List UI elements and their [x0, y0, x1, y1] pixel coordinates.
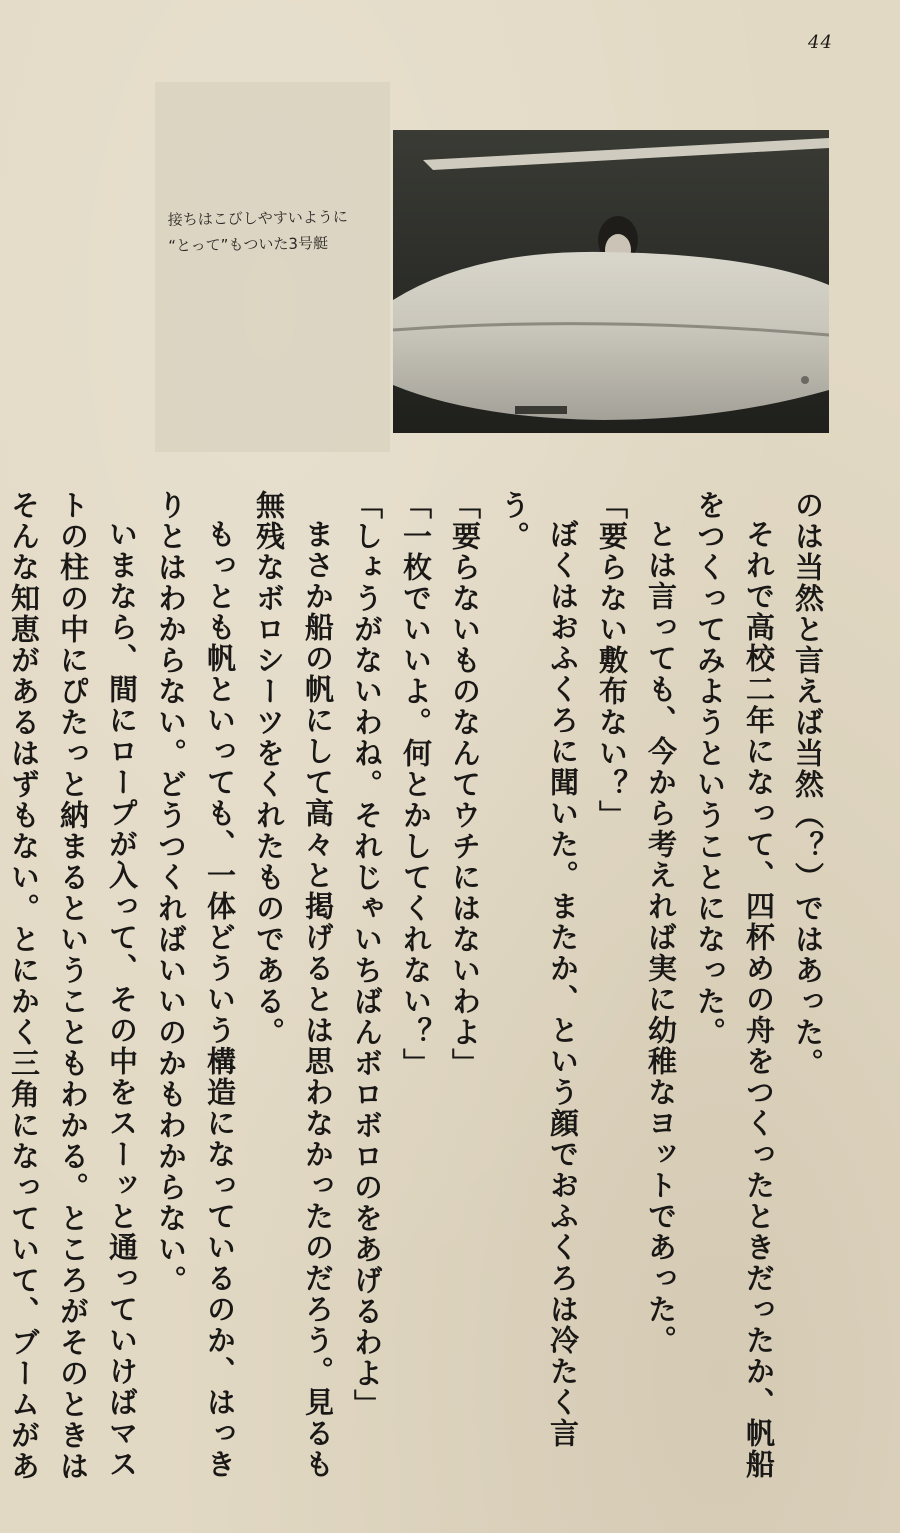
photo-caption: [168, 203, 391, 259]
dialogue-line: 「一枚でいいよ。何とかしてくれない？」: [399, 490, 433, 1079]
paragraph: ぼくはおふくろに聞いた。またか、という顔でおふくろは冷たく言う。: [497, 490, 580, 1449]
page-number: 44: [808, 32, 833, 53]
body-text-vertical: [7, 490, 832, 1510]
dialogue-line: 「しょうがないわね。それじゃいちばんボロボロのをあげるわよ」: [350, 490, 384, 1420]
running-head-faint: [440, 26, 770, 44]
paragraph: それで高校二年になって、四杯めの舟をつくったときだったか、帆船をつくってみようということになった。: [693, 490, 776, 1480]
paragraph: とは言っても、今から考えれば実に幼稚なヨットであった。: [644, 519, 678, 1356]
boat-photo-image: [393, 130, 829, 433]
faint-bleed-through: [155, 82, 390, 452]
paragraph: いまなら、間にロープが入って、その中をスーッと通っていけばマストの柱の中にぴたっと納まるということもわかる。ところがそのときはそんな知恵があるはずもない。とにかく三角になっていて、ブームがあ: [7, 490, 139, 1482]
paragraph: のは当然と言えば当然（？）ではあった。: [791, 490, 825, 1079]
caption-line-1: 接ちはこびしやすいように: [167, 207, 348, 229]
paragraph: まさか船の帆にして高々と掲げるとは思わなかったのだろう。見るも無残なボロシーツをくれたものである。: [252, 490, 335, 1480]
boat-photo: [393, 130, 829, 433]
dialogue-line: 「要らない敷布ない？」: [595, 490, 629, 831]
paragraph: もっとも帆といっても、一体どういう構造になっているのか、はっきりとはわからない。どうつくればいいのかもわからない。: [154, 490, 237, 1480]
dialogue-line: 「要らないものなんてウチにはないわよ」: [448, 490, 482, 1079]
caption-line-2: “とって”もついた3号艇: [168, 234, 329, 255]
boat-hull: [393, 252, 829, 420]
